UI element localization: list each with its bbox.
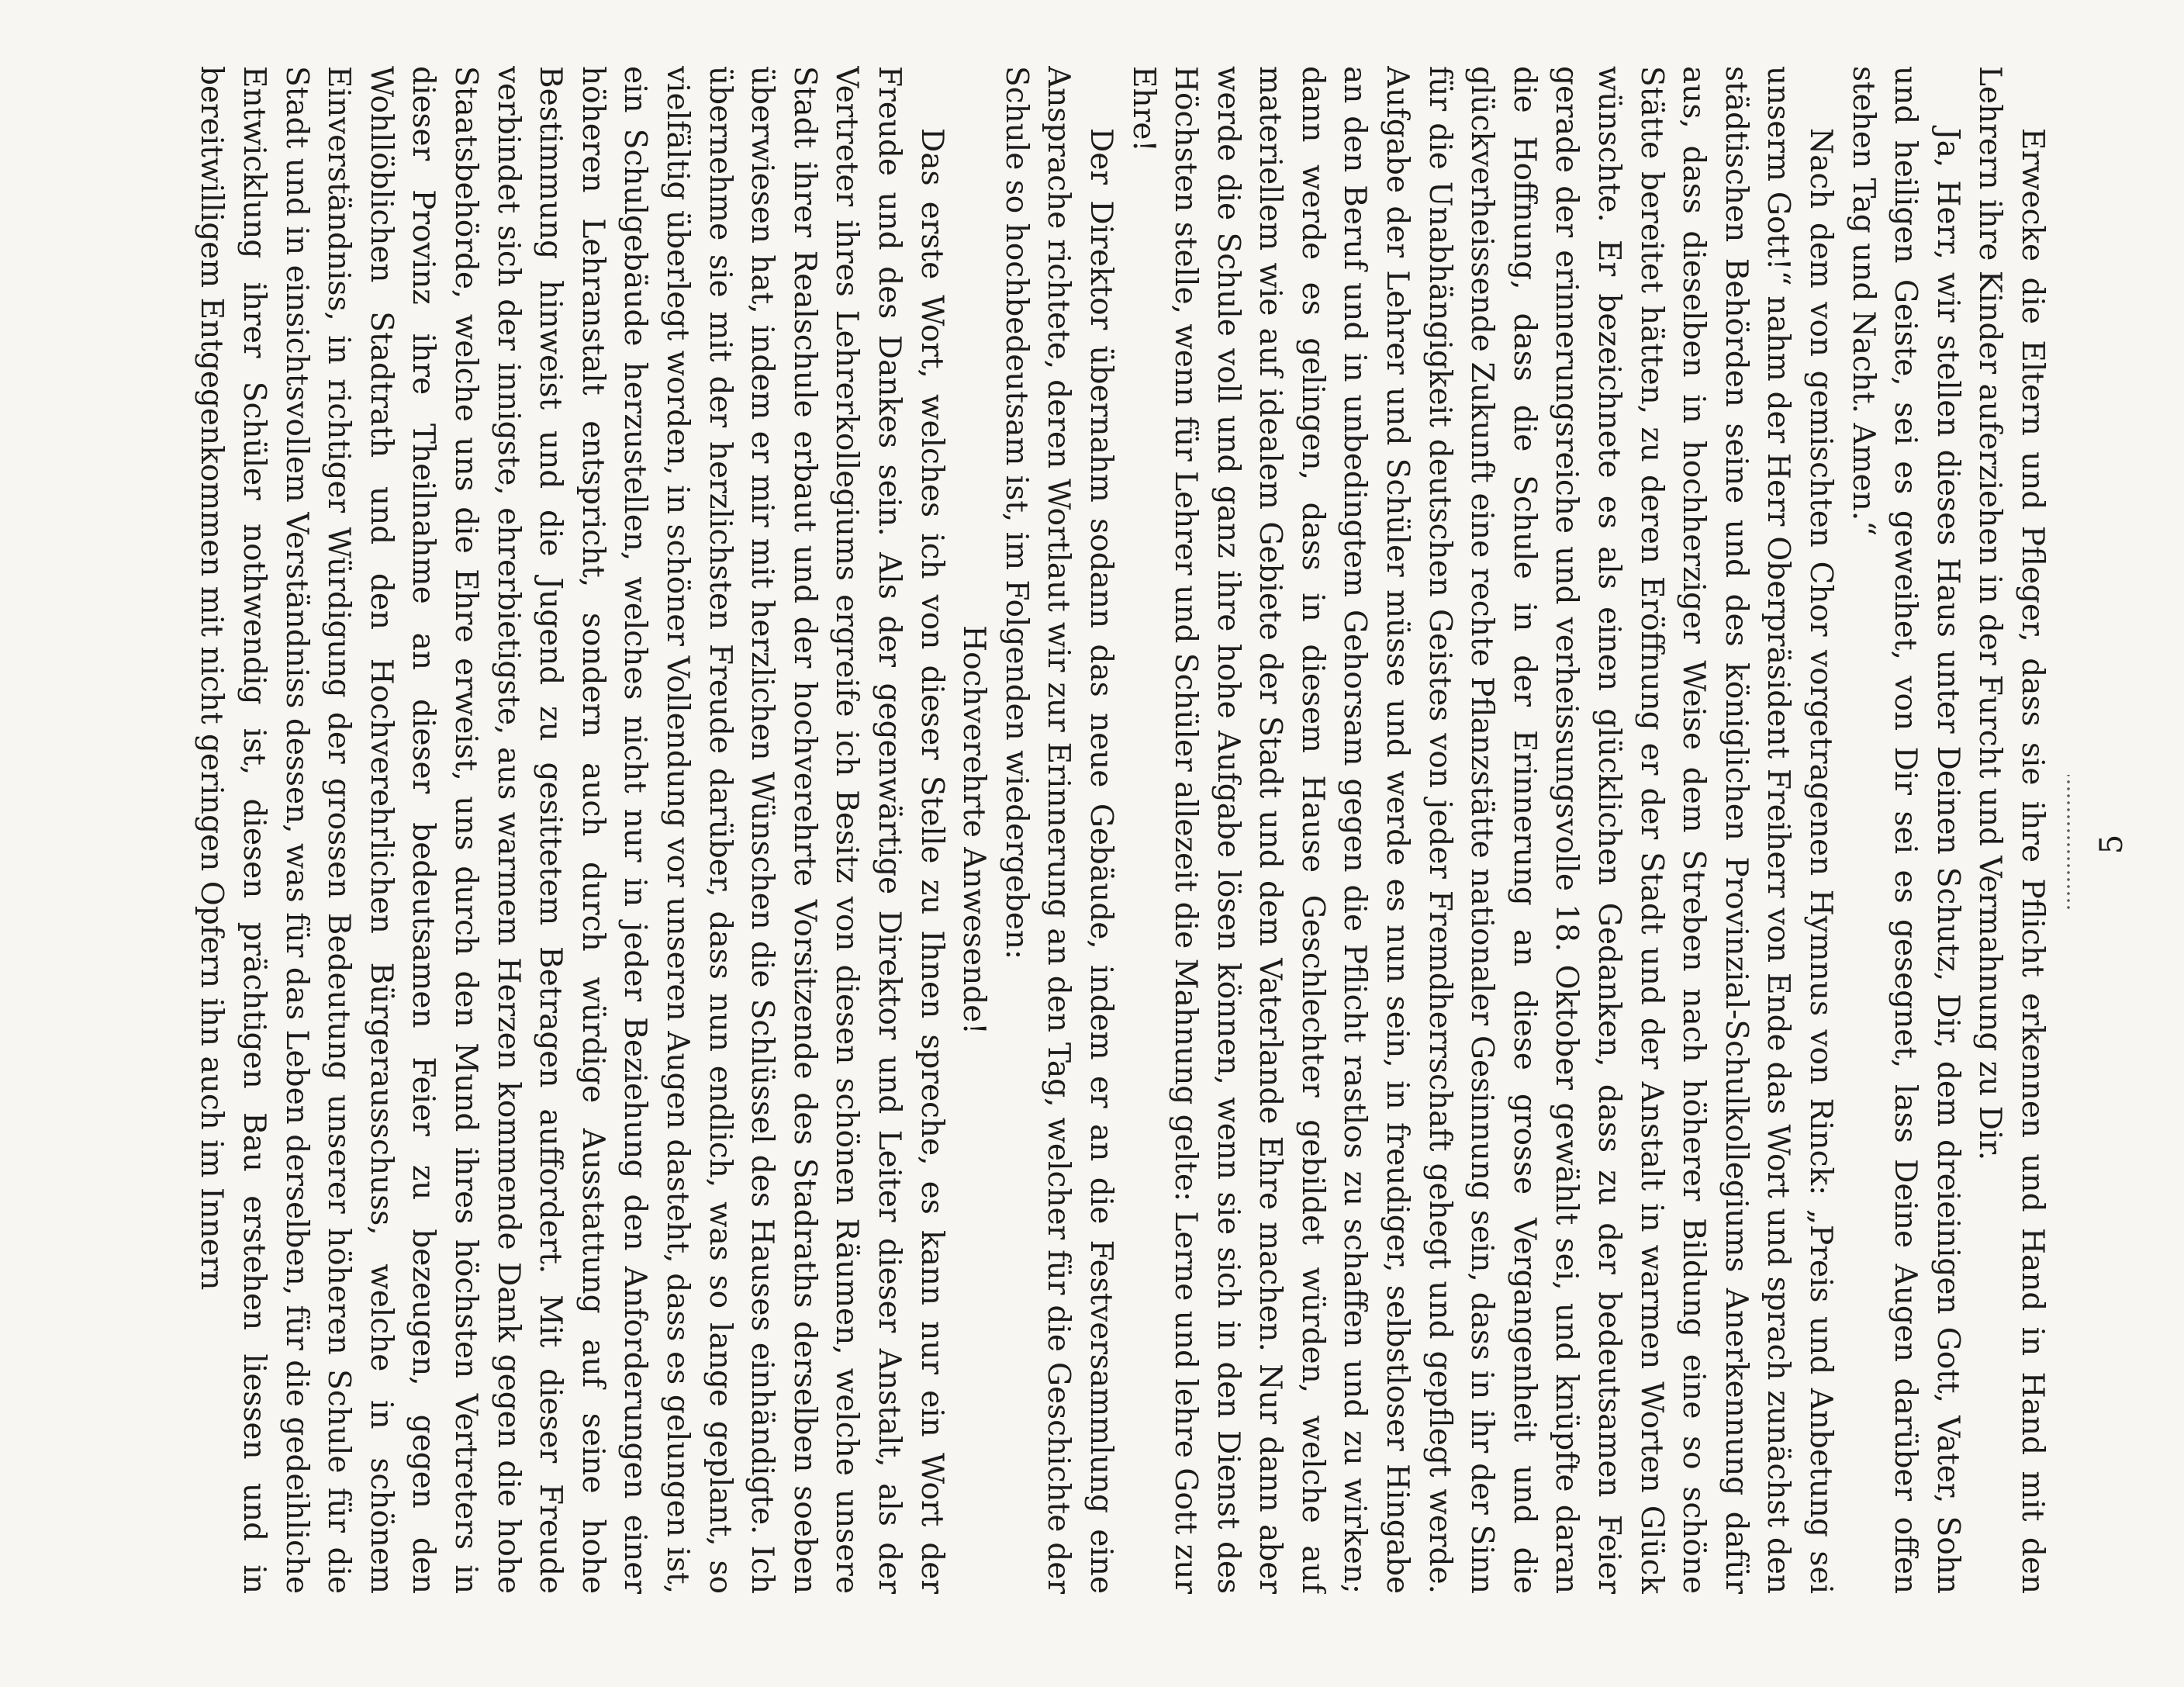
paragraph-oberpraesident-speech: Nach dem von gemischten Chor vorgetragenen Hymnus von Rinck: „Preis und Anbetung sei unserm Gott!“ nahm der Herr Oberpräsident Freiherr von Ende das Wort und sprach zunächst den städtischen Behörden seine und des königlichen Provinzial-Schulkollegiums Anerkennung dafür aus, dass dieselben in hochherziger Weise dem Streben nach höherer Bildung eine so schöne Stätte bereitet hätten, zu deren Eröffnung er der Stadt und der Anstalt in warmen Worten Glück wünschte. Er bezeichnete es als einen glücklichen Gedanken, dass zu der bedeutsamen Feier gerade der erinnerungsreiche und verheissungsvolle 18. Oktober gewählt sei, und knüpfte daran die Hoffnung, dass die Schule in der Erinnerung an diese grosse Vergangenheit und die glückverheissende Zukunft eine rechte Pflanzstätte nationaler Gesinnung sein, dass in ihr der Sinn für die Unabhängigkeit deutschen Geistes von jeder Fremdherrschaft gehegt und gepflegt werde. Aufgabe der Lehrer und Schüler müsse und werde es nun sein, in freudiger, selbstloser Hingabe an den Beruf und in unbedingtem Gehorsam gegen die Pflicht rastlos zu schaffen und zu wirken; dann werde es gelingen, dass in diesem Hause Geschlechter gebildet würden, welche auf materiellem wie auf idealem Gebiete der Stadt und dem Vaterlande Ehre machen. Nur dann aber werde die Schule voll und ganz ihre hohe Aufgabe lösen können, wenn sie sich in den Dienst des Höchsten stelle, wenn für Lehrer und Schüler allezeit die Mahnung gelte: Lerne und lehre Gott zur Ehre! [1125, 66, 1839, 1594]
paragraph-direktor-speech: Das erste Wort, welches ich von dieser Stelle zu Ihnen spreche, es kann nur ein Wort der Freude und des Dankes sein. Als der gegenwärtige Direktor und Leiter dieser Anstalt, als der Vertreter ihres Lehrerkollegiums ergreife ich Besitz von diesen schönen Räumen, welche unsere Stadt ihrer Realschule erbaut und der hochverehrte Vorsitzende des Stadraths derselben soeben überwiesen hat, indem er mir mit herzlichen Wünschen die Schlüssel des Hauses einhändigte. Ich übernehme sie mit der herzlichsten Freude darüber, dass nun endlich, was so lange geplant, so vielfältig überlegt worden, in schöner Vollendung vor unseren Augen dasteht, dass es gelungen ist, ein Schulgebäude herzustellen, welches nicht nur in jeder Beziehung den Anforderungen einer höheren Lehranstalt entspricht, sondern auch durch würdige Ausstattung auf seine hohe Bestimmung hinweist und die Jugend zu gesittetem Betragen auffordert. Mit dieser Freude verbindet sich der innigste, ehrerbietigste, aus warmem Herzen kommende Dank gegen die hohe Staatsbehörde, welche uns die Ehre erweist, uns durch den Mund ihres höchsten Vertreters in dieser Provinz ihre Theilnahme an dieser bedeutsamen Feier zu bezeugen, gegen den Wohllöblichen Stadtrath und den Hochverehrlichen Bürgerausschuss, welche in schönem Einverständniss, in richtiger Würdigung der grossen Bedeutung unserer höheren Schule für die Stadt und in einsichtsvollem Verständniss dessen, was für das Leben derselben, für die gedeihliche Entwicklung ihrer Schüler nothwendig ist, diesen prächtigen Bau erstehen liessen und in bereitwilligem Entgegenkommen mit nicht geringen Opfern ihn auch im Innern [194, 66, 949, 1594]
decorative-rule [2065, 775, 2072, 911]
paragraph-prayer-ending: Erwecke die Eltern und Pfleger, dass sie ihre Pflicht erkennen und Hand in Hand mit den Lehrern ihre Kinder auferziehen in der Furcht und Vermahnung zu Dir. [1972, 66, 2050, 1594]
paragraph-direktor-intro: Der Direktor übernahm sodann das neue Gebäude, indem er an die Festversammlung eine Ansprache richtete, deren Wortlaut wir zur Erinnerung an den Tag, welcher für die Geschichte der Schule so hochbedeutsam ist, im Folgenden wiedergeben: [998, 66, 1118, 1594]
salutation: Hochverehrte Anwesende! [956, 625, 992, 1035]
body-text [9, 66, 2053, 1594]
paragraph-dedication: Ja, Herr, wir stellen dieses Haus unter Deinen Schutz, Dir, dem dreieinigen Gott, Vater, Sohn und heiligen Geiste, sei es geweihet, von Dir sei es gesegnet, lass Deine Augen darüber offen stehen Tag und Nacht. Amen.“ [1845, 66, 1965, 1594]
page-number: 5 [2094, 832, 2130, 855]
